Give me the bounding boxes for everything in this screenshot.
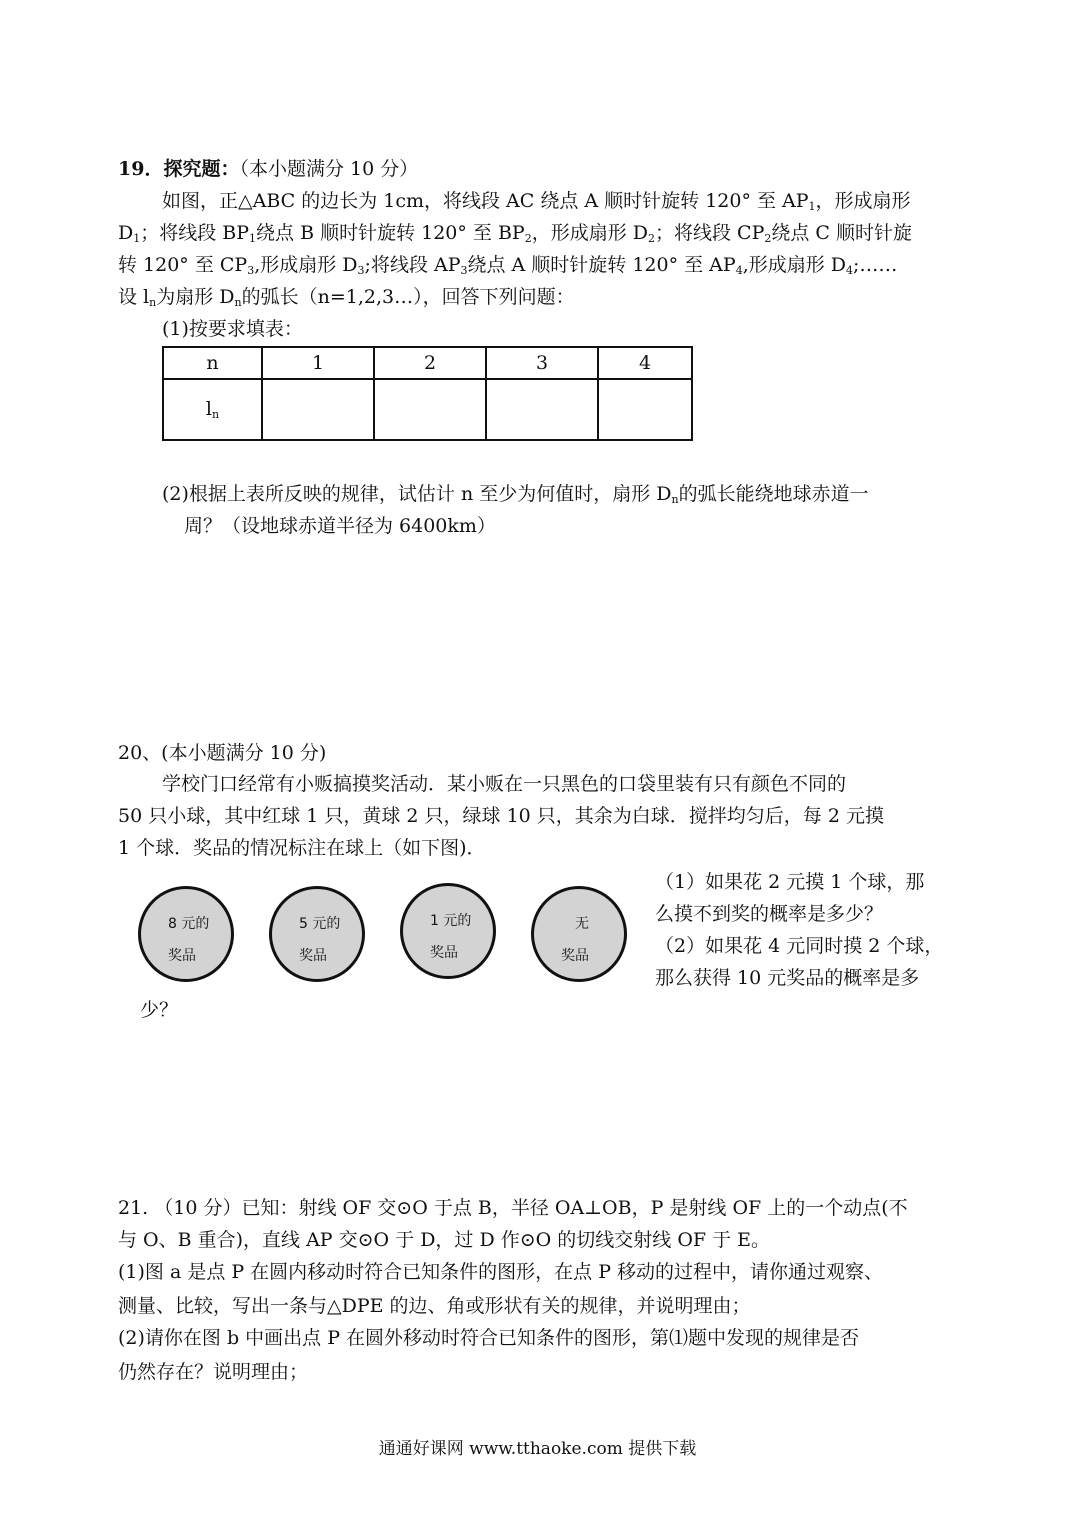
ball-label: 无: [575, 916, 589, 932]
prize-ball-1yuan: [400, 883, 496, 979]
ball-label: 5 元的: [299, 916, 341, 932]
table-row: [163, 379, 692, 440]
q19-subquestion-1: (1)按要求填表：: [162, 318, 303, 340]
q19-subquestion-2-line1: (2)根据上表所反映的规律，试估计 n 至少为何值时，扇形 $D_n$的弧长能绕地球赤道一: [162, 483, 869, 506]
ball-label: 1 元的: [430, 913, 472, 929]
table-row-label: $l_n$: [163, 379, 262, 440]
q19-title: 19．探究题：（本小题满分 10 分）: [118, 158, 419, 180]
table-header-cell: n: [163, 347, 262, 379]
table-empty-cell: [598, 379, 692, 440]
q21-line2: 与 O、B 重合)，直线 AP 交⊙O 于 D，过 D 作⊙O 的切线交射线 OF 于 E。: [118, 1229, 771, 1251]
q20-side-line4: 那么获得 10 元奖品的概率是多: [655, 967, 920, 989]
table-header-cell: 4: [598, 347, 692, 379]
prize-ball-8yuan: [138, 886, 234, 982]
q20-paragraph-line2: 50 只小球，其中红球 1 只，黄球 2 只，绿球 10 只，其余为白球．搅拌均匀后，每 2 元摸: [118, 805, 884, 827]
q19-subquestion-2-line2: 周？（设地球赤道半径为 6400km）: [184, 515, 496, 537]
table-header-cell: 2: [374, 347, 486, 379]
q20-side-line1: （1）如果花 2 元摸 1 个球，那: [655, 871, 925, 893]
table-empty-cell: [262, 379, 374, 440]
ball-label: 奖品: [561, 948, 589, 964]
q20-paragraph-line3: 1 个球．奖品的情况标注在球上（如下图)．: [118, 837, 486, 859]
table-empty-cell: [486, 379, 598, 440]
table-header-cell: 3: [486, 347, 598, 379]
q21-line6: 仍然存在？说明理由；: [118, 1361, 309, 1383]
table-empty-cell: [374, 379, 486, 440]
q19-paragraph-line4: 设 $l_n$为扇形 $D_n$的弧长（n=1,2,3…），回答下列问题：: [118, 286, 575, 309]
table-header-row: [163, 347, 692, 379]
ball-label: 奖品: [168, 948, 196, 964]
prize-ball-5yuan: [269, 886, 365, 982]
q21-line4: 测量、比较，写出一条与△DPE 的边、角或形状有关的规律，并说明理由；: [118, 1295, 751, 1317]
q20-title: 20、(本小题满分 10 分): [118, 742, 327, 764]
table-header-cell: 1: [262, 347, 374, 379]
q19-paragraph-line2: $D_1$；将线段 $BP_1$绕点 B 顺时针旋转 120° 至 $BP_2$，形成扇形 $D_2$；将线段 $CP_2$绕点 C 顺时针旋: [118, 222, 912, 245]
q20-side-line3: （2）如果花 4 元同时摸 2 个球，: [655, 935, 944, 957]
q20-paragraph-line1: 学校门口经常有小贩搞摸奖活动．某小贩在一只黑色的口袋里装有只有颜色不同的: [162, 773, 847, 795]
q21-line1: 21. （10 分）已知：射线 OF 交⊙O 于点 B，半径 OA⊥OB，P 是射线 OF 上的一个动点(不: [118, 1197, 908, 1219]
q21-line3: (1)图 a 是点 P 在圆内移动时符合已知条件的图形，在点 P 移动的过程中，请你通过观察、: [118, 1261, 884, 1283]
q21-line5: (2)请你在图 b 中画出点 P 在圆外移动时符合已知条件的图形，第⑴题中发现的规律是否: [118, 1327, 860, 1349]
ball-label: 奖品: [430, 945, 458, 961]
prize-ball-none: [531, 886, 627, 982]
fill-in-table: [162, 346, 693, 441]
ball-label: 奖品: [299, 948, 327, 964]
q19-paragraph-line3: 转 120° 至 $CP_3$,形成扇形 $D_3$;将线段 $AP_3$绕点 A 顺时针旋转 120° 至 $AP_4$,形成扇形 $D_4;\dots\dots$: [118, 254, 898, 277]
q20-side-line5: 少？: [140, 999, 179, 1021]
q19-paragraph-line1: 如图，正△ABC 的边长为 1cm，将线段 AC 绕点 A 顺时针旋转 120° 至 $AP_1$，形成扇形: [162, 190, 911, 213]
q20-side-line2: 么摸不到奖的概率是多少？: [655, 903, 884, 925]
page-footer: 通通好课网 www.tthaoke.com 提供下载: [378, 1439, 697, 1459]
ball-label: 8 元的: [168, 916, 210, 932]
